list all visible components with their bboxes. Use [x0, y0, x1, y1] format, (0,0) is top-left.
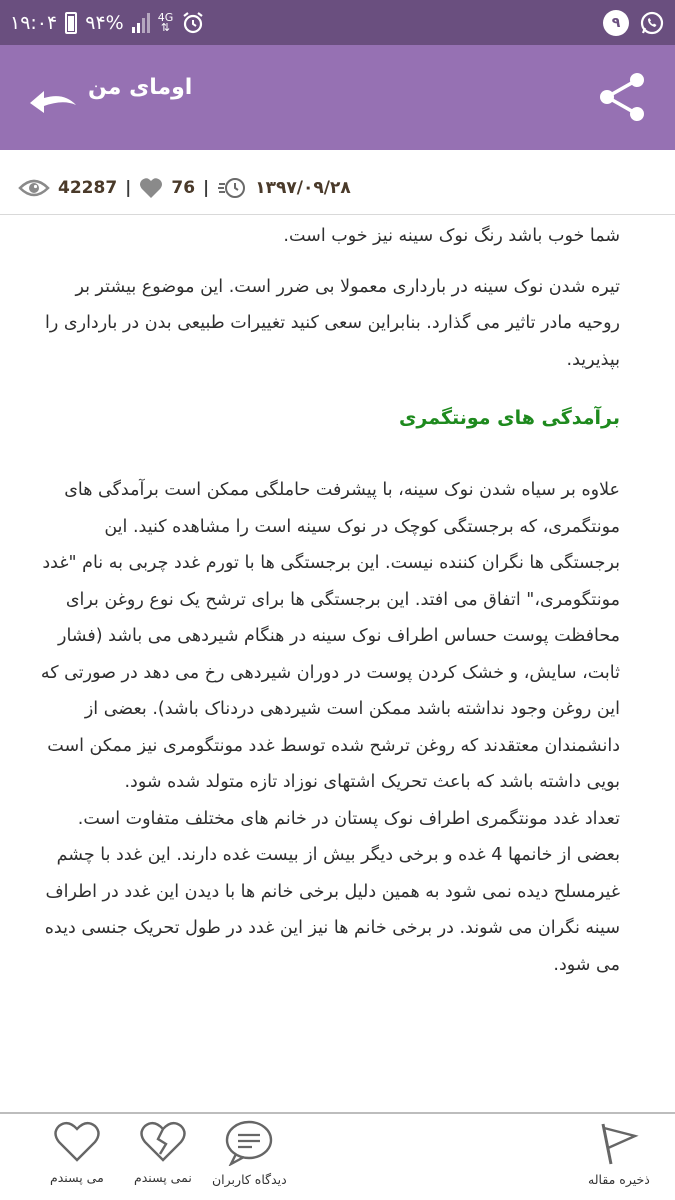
whatsapp-icon	[639, 10, 665, 36]
like-button[interactable]	[50, 1120, 104, 1185]
flag-icon	[597, 1120, 641, 1166]
view-count: 42287	[58, 178, 118, 198]
heart-outline-icon	[52, 1120, 102, 1164]
divider	[0, 214, 675, 215]
signal-icon	[132, 13, 150, 33]
notification-badge: ۹	[603, 10, 629, 36]
network-type: 4G ⇅	[157, 10, 174, 34]
eye-icon	[18, 177, 50, 199]
battery-icon	[65, 12, 77, 34]
broken-heart-icon	[138, 1120, 188, 1164]
battery-percent: ۹۴%	[85, 11, 124, 34]
app-title: اومای من	[88, 75, 193, 100]
article-body	[40, 218, 620, 1098]
clock-icon	[217, 176, 247, 200]
dislike-button[interactable]	[134, 1120, 192, 1185]
alarm-icon	[181, 11, 205, 35]
dislike-label: نمی پسندم	[134, 1170, 192, 1185]
save-label: ذخیره مقاله	[588, 1172, 650, 1187]
app-bar	[0, 45, 675, 150]
paragraph: تعداد غدد مونتگمری اطراف نوک پستان در خانم های مختلف متفاوت است. بعضی از خانمها 4 غده و برخی دیگر بیش از بیست غده دارند. این غدد با چشم غیرمسلح دیده نمی شود به همین دلیل برخی خانم ها با دیدن این غدد در اطراف سینه نگران می شوند. در برخی خانم ها نیز این غدد در طول تحریک جنسی دیده می شود.	[44, 808, 620, 975]
meta-separator: |	[203, 178, 210, 198]
publish-date: ۱۳۹۷/۰۹/۲۸	[255, 178, 351, 198]
share-icon[interactable]	[595, 69, 651, 125]
status-left	[10, 0, 205, 45]
paragraph: تیره شدن نوک سینه در بارداری معمولا بی ضرر است. این موضوع بیشتر بر روحیه مادر تاثیر می گذارد. بنابراین سعی کنید تغییرات طبیعی بدن در بارداری را بپذیرید.	[45, 276, 620, 370]
comments-label: دیدگاه کاربران	[212, 1172, 287, 1187]
back-button[interactable]	[26, 79, 80, 119]
like-count: 76	[171, 178, 196, 198]
status-right	[603, 0, 665, 45]
article-meta	[18, 172, 351, 204]
status-bar	[0, 0, 675, 45]
meta-separator: |	[125, 178, 132, 198]
comments-button[interactable]	[212, 1120, 287, 1187]
bottom-toolbar	[0, 1114, 675, 1200]
clock: ۱۹:۰۴	[10, 11, 58, 34]
like-label: می پسندم	[50, 1170, 104, 1185]
save-article-button[interactable]	[588, 1120, 650, 1187]
paragraph: علاوه بر سیاه شدن نوک سینه، با پیشرفت حاملگی ممکن است برآمدگی های مونتگمری، که برجستگی کوچک در نوک سینه است را مشاهده کنید. این برجستگی ها نگران کننده نیست. این برجستگی ها با تورم غدد چربی به نام "غدد مونتگومری،" اتفاق می افتد. این برجستگی ها برای ترشح یک نوع روغن برای محافظت پوست حساس اطراف نوک سینه در هنگام شیردهی می باشد (فشار ثابت، سایش، و خشک کردن پوست در دوران شیردهی رخ می دهد در صورتی که این روغن وجود نداشته باشد ممکن است شیردهی دردناک باشد). بعضی از دانشمندان معتقدند که روغن ترشح شده توسط غدد مونتگومری نیز ممکن است بویی داشته باشد که باعث تحریک اشتهای نوزاد تازه متولد شده شود.	[40, 480, 620, 792]
paragraph: شما خوب باشد رنگ نوک سینه نیز خوب است.	[283, 226, 620, 246]
section-heading: برآمدگی های مونتگمری	[398, 407, 620, 429]
comment-bubble-icon	[222, 1120, 276, 1166]
heart-icon	[139, 177, 163, 199]
